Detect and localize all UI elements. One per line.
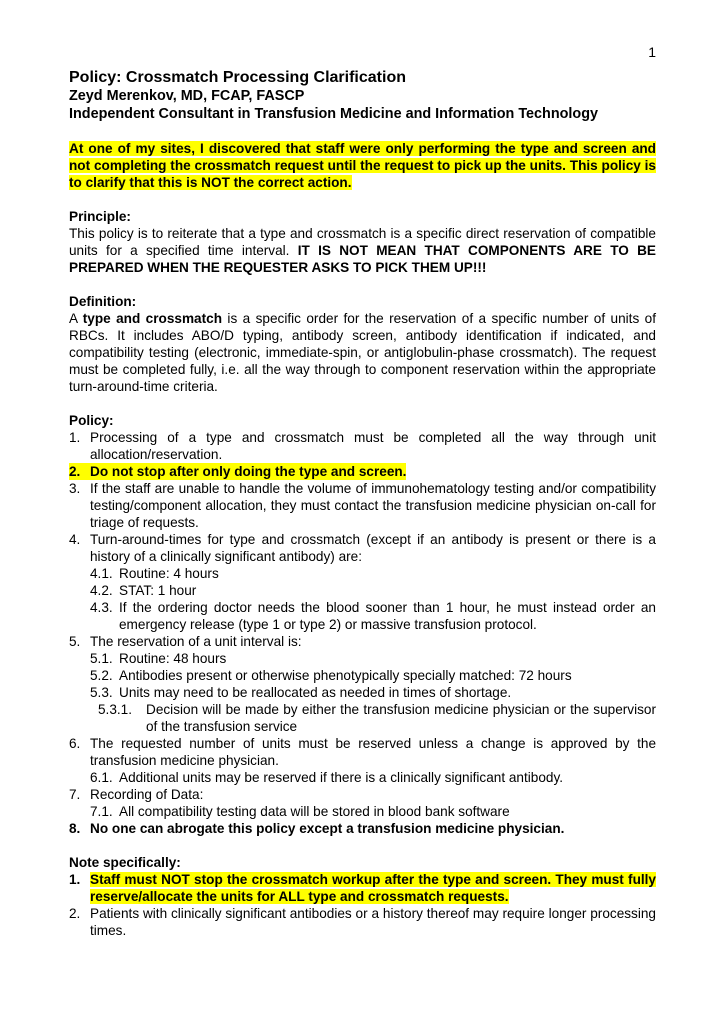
policy-subitem-5-3-1 (69, 701, 656, 735)
principle-heading: Principle: (69, 209, 131, 224)
policy-item-3 (69, 480, 656, 531)
item-number: 2. (69, 906, 81, 921)
item-number: 5.3.1. (98, 702, 133, 717)
policy-subitem-5-2 (69, 667, 656, 684)
item-text: No one can abrogate this policy except a transfusion medicine physician. (90, 821, 565, 836)
item-text: If the staff are unable to handle the volume of immunohematology testing and/or compatibility testing/component allocation, they must contact the transfusion medicine physician on-call for triage of requests. (90, 481, 656, 530)
item-number: 5.1. (90, 651, 113, 666)
item-text: All compatibility testing data will be stored in blood bank software (119, 804, 510, 819)
item-number: 4. (69, 532, 81, 547)
item-text: Turn-around-times for type and crossmatch (except if an antibody is present or there is a history of a clinically significant antibody) are: (90, 532, 656, 564)
policy-subitem-5-3 (69, 684, 656, 701)
definition-heading: Definition: (69, 294, 137, 309)
definition-term: type and crossmatch (82, 311, 222, 326)
policy-item-2 (69, 463, 656, 480)
item-text: Antibodies present or otherwise phenotypically specially matched: 72 hours (119, 668, 572, 683)
item-number: 6.1. (90, 770, 113, 785)
policy-item-6 (69, 735, 656, 769)
item-text: Routine: 48 hours (119, 651, 227, 666)
policy-subitem-5-1 (69, 650, 656, 667)
policy-subitem-4-2 (69, 582, 656, 599)
policy-item-8 (69, 820, 656, 837)
policy-item-5 (69, 633, 656, 650)
item-number: 5.3. (90, 685, 113, 700)
policy-item-4 (69, 531, 656, 565)
principle-bold-text: IT IS NOT MEAN THAT COMPONENTS ARE TO BE PREPARED WHEN THE REQUESTER ASKS TO PICK THEM UP!!! (69, 243, 656, 275)
policy-subitem-7-1 (69, 803, 656, 820)
item-number: 5. (69, 634, 81, 649)
item-text: Additional units may be reserved if there is a clinically significant antibody. (119, 770, 564, 785)
principle-text: This policy is to reiterate that a type and crossmatch is a specific direct reservation of compatible units for a specified time interval. (69, 226, 656, 258)
item-number: 4.3. (90, 600, 113, 615)
item-text: Units may need to be reallocated as needed in times of shortage. (119, 685, 512, 700)
item-text: The requested number of units must be reserved unless a change is approved by the transfusion medicine physician. (90, 736, 656, 768)
author: Zeyd Merenkov, MD, FCAP, FASCP (69, 88, 305, 104)
definition-text: is a specific order for the reservation of a specific number of units of RBCs. It includes ABO/D typing, antibody screen, antibody identification if indicated, and compatibility testing (electronic, immediate-spin, or antiglobulin-phase crossmatch). The request must be completed fully, i.e. all the way through to component reservation within the appropriate turn-around-time criteria. (69, 311, 656, 394)
document-body (69, 68, 656, 939)
policy-subitem-4-3 (69, 599, 656, 633)
definition-prefix: A (69, 311, 83, 326)
policy-heading: Policy: (69, 413, 114, 428)
item-text: If the ordering doctor needs the blood sooner than 1 hour, he must instead order an emergency release (type 1 or type 2) or massive transfusion protocol. (119, 600, 656, 632)
page-number: 1 (648, 44, 656, 60)
notes-heading: Note specifically: (69, 855, 181, 870)
policy-item-1 (69, 429, 656, 463)
item-number: 8. (69, 821, 81, 836)
item-number: 6. (69, 736, 81, 751)
policy-subitem-6-1 (69, 769, 656, 786)
item-number: 7. (69, 787, 81, 802)
item-text: Decision will be made by either the transfusion medicine physician or the supervisor of the transfusion service (146, 702, 656, 734)
intro-paragraph (69, 140, 656, 191)
item-number: 7.1. (90, 804, 113, 819)
policy-subitem-4-1 (69, 565, 656, 582)
item-number: 2. (69, 464, 81, 479)
principle-paragraph (69, 225, 656, 276)
intro-highlight: At one of my sites, I discovered that staff were only performing the type and screen and not completing the crossmatch request until the request to pick up the units. This policy is to clarify that this is NOT the correct action. (69, 141, 656, 190)
definition-paragraph (69, 310, 656, 395)
item-number: 1. (69, 430, 81, 445)
item-number: 3. (69, 481, 81, 496)
item-number: 1. (69, 872, 81, 887)
note-item-1 (69, 871, 656, 905)
document-title: Policy: Crossmatch Processing Clarification (69, 69, 406, 86)
item-text: Do not stop after only doing the type and screen. (90, 464, 407, 479)
note-item-2 (69, 905, 656, 939)
item-number: 4.1. (90, 566, 113, 581)
item-text: Patients with clinically significant antibodies or a history thereof may require longer processing times. (90, 906, 656, 938)
item-text: Recording of Data: (90, 787, 204, 802)
affiliation: Independent Consultant in Transfusion Medicine and Information Technology (69, 106, 599, 122)
policy-item-7 (69, 786, 656, 803)
item-text: Routine: 4 hours (119, 566, 219, 581)
item-number: 4.2. (90, 583, 113, 598)
item-number: 5.2. (90, 668, 113, 683)
item-text: STAT: 1 hour (119, 583, 197, 598)
item-text: Processing of a type and crossmatch must be completed all the way through unit allocation/reservation. (90, 430, 656, 462)
item-text: The reservation of a unit interval is: (90, 634, 302, 649)
item-text-highlighted: Staff must NOT stop the crossmatch workup after the type and screen. They must fully reserve/allocate the units for ALL type and crossmatch requests. (90, 872, 656, 904)
